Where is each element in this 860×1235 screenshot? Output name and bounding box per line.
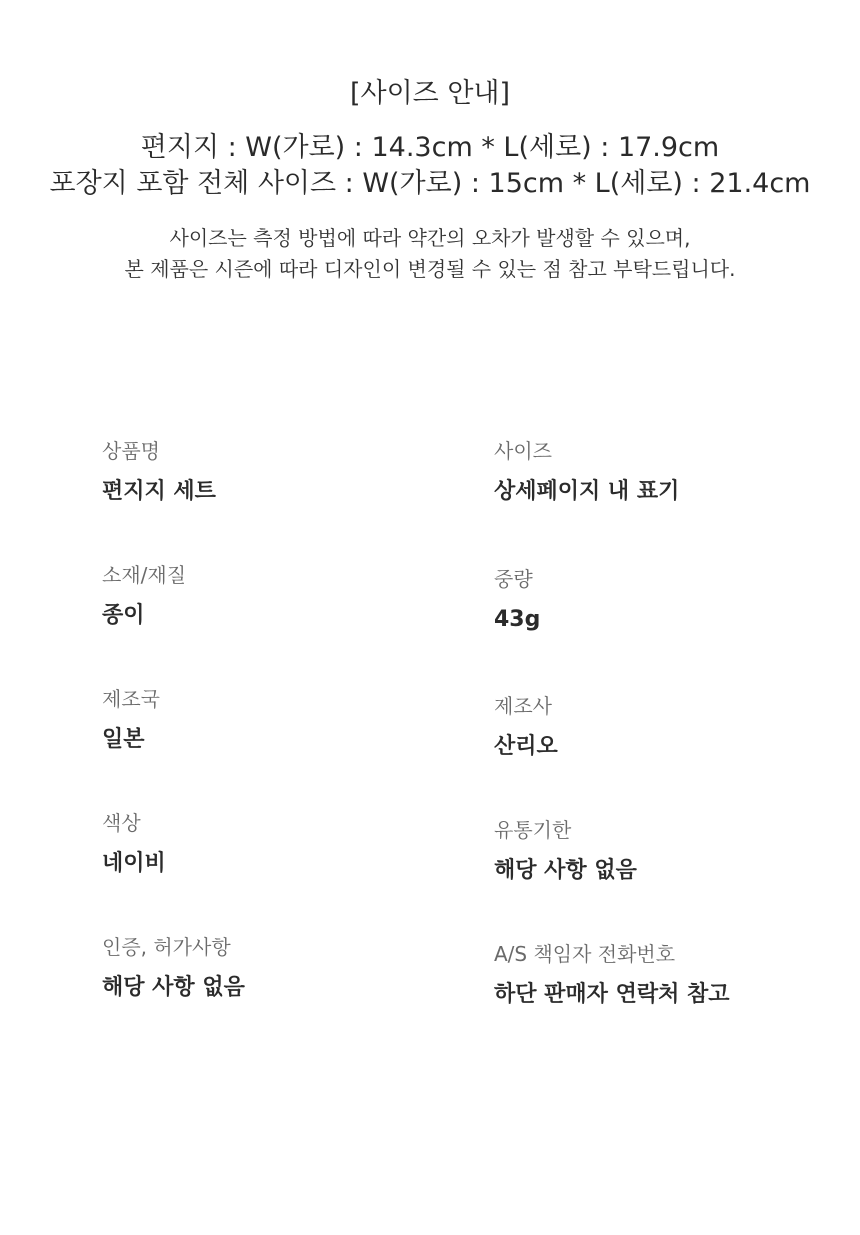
total-package-size: 포장지 포함 전체 사이즈 : W(가로) : 15cm * L(세로) : 21.4cm bbox=[49, 168, 811, 199]
spec-label: 제조사 bbox=[494, 694, 552, 718]
spec-product-name bbox=[102, 437, 462, 507]
spec-label: 중량 bbox=[494, 567, 533, 591]
spec-material bbox=[102, 561, 462, 631]
spec-label: 사이즈 bbox=[494, 439, 552, 463]
spec-label: 인증, 허가사항 bbox=[102, 935, 231, 959]
spec-label: 상품명 bbox=[102, 439, 160, 463]
spec-value: 해당 사항 없음 bbox=[102, 975, 245, 1000]
spec-value: 종이 bbox=[102, 603, 145, 628]
spec-as-contact bbox=[494, 940, 854, 1010]
letter-paper-size: 편지지 : W(가로) : 14.3cm * L(세로) : 17.9cm bbox=[140, 132, 720, 163]
spec-value: 하단 판매자 연락처 참고 bbox=[494, 982, 730, 1007]
spec-value: 상세페이지 내 표기 bbox=[494, 479, 680, 504]
spec-weight bbox=[494, 565, 854, 635]
size-note-line: 사이즈는 측정 방법에 따라 약간의 오차가 발생할 수 있으며, bbox=[169, 226, 691, 250]
spec-value: 43g bbox=[494, 607, 541, 632]
spec-label: 색상 bbox=[102, 811, 141, 835]
spec-value: 네이비 bbox=[102, 851, 166, 876]
spec-color bbox=[102, 809, 462, 879]
spec-size bbox=[494, 437, 854, 507]
spec-value: 일본 bbox=[102, 727, 145, 752]
spec-value: 해당 사항 없음 bbox=[494, 858, 637, 883]
spec-country bbox=[102, 685, 462, 755]
spec-manufacturer bbox=[494, 692, 854, 762]
size-guide-title: [사이즈 안내] bbox=[349, 78, 511, 109]
spec-value: 산리오 bbox=[494, 734, 558, 759]
spec-certification bbox=[102, 933, 462, 1003]
spec-label: 제조국 bbox=[102, 687, 160, 711]
design-note-line: 본 제품은 시즌에 따라 디자인이 변경될 수 있는 점 참고 부탁드립니다. bbox=[124, 257, 736, 281]
spec-label: 소재/재질 bbox=[102, 563, 187, 587]
spec-label: A/S 책임자 전화번호 bbox=[494, 942, 676, 966]
spec-value: 편지지 세트 bbox=[102, 479, 216, 504]
spec-expiration bbox=[494, 816, 854, 886]
spec-label: 유통기한 bbox=[494, 818, 572, 842]
